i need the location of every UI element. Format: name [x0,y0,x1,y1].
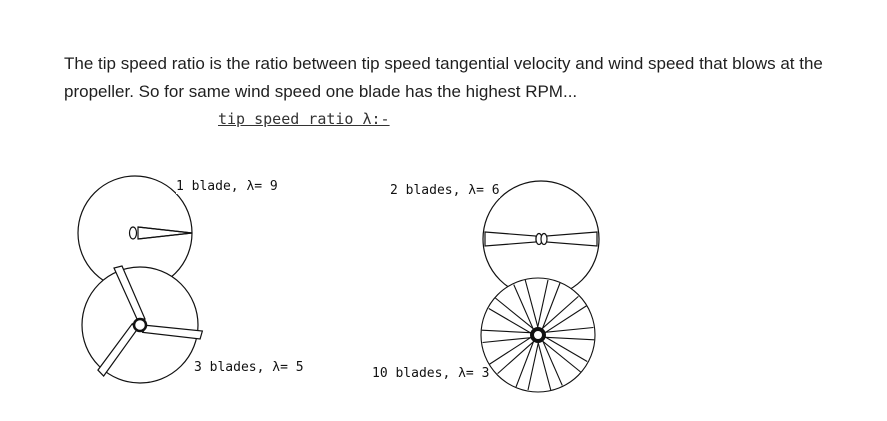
figure-heading: tip speed ratio λ:- [218,110,390,128]
label-2-blades: 2 blades, λ= 6 [390,183,500,198]
label-3-blades: 3 blades, λ= 5 [194,360,304,375]
rotor-10-blades [479,278,597,393]
label-1-blade: 1 blade, λ= 9 [176,179,278,194]
intro-paragraph: The tip speed ratio is the ratio between tip speed tangential velocity and wind speed that blows at the propeller. So for same wind speed one blade has the highest RPM... [64,54,823,101]
rotor-3-blades [82,266,204,383]
label-10-blades: 10 blades, λ= 3 [372,366,490,381]
tip-speed-ratio-figure [0,105,887,421]
